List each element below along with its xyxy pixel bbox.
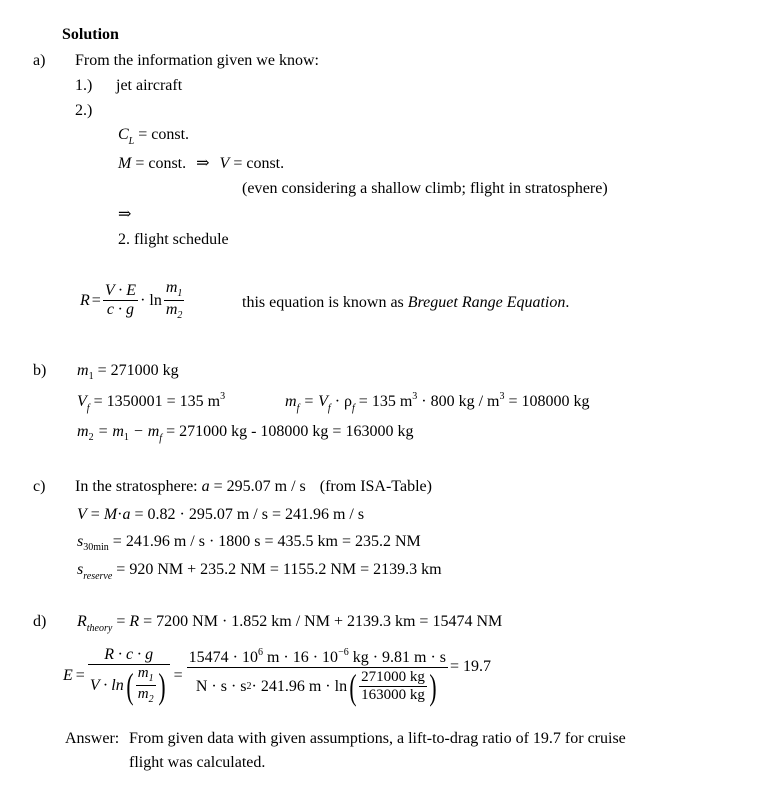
theory-range-line: $R_{theory} = R = 7200$ NM · 1.852 km / NM + 2139.3 km = 15474 NM [77,613,503,634]
lift-drag-formula: E = R · c · g V · ln ( $\frac{m_1}{m_2}$ ) = $15474 \cdot 10^6$ $m \cdot 16 \cdot 10^{-6}$ kg · 9.81 m · s N · s · s 2 · 241.96 m · ln ( $\frac{271000 kg}{163000 kg}$ ) = 19.7 [63,646,492,707]
s30-line: $s_{30min} = 241.96$ m / s · 1800 s = 435.5 km = 235.2 NM [77,533,421,553]
velocity-const: = const. [233,155,285,172]
reserve-subscript: reserve [83,571,113,582]
minus-mf: − m [132,423,160,440]
item-1-text: jet aircraft [116,77,183,94]
answer-line-1: From given data with given assumptions, a lift-to-drag ratio of 19.7 for cruise [129,730,626,747]
flight-schedule: 2. flight schedule [118,231,229,248]
cl-subscript: L [128,136,135,147]
theory-subscript: theory [86,623,113,634]
mach-const: = const. [135,155,187,172]
ve-over-cg-fraction [103,283,138,318]
lift-drag-result: = 19.7 [450,658,492,675]
mf-density: · 800 kg / m [421,393,500,410]
ln-operator: · ln [140,291,162,309]
vf-value: = 1350001 = 135 m [93,393,221,410]
part-b-label: b) [33,362,47,379]
m2-equation: $m_2 = m_1 - m_f = 271000$ kg - 108000 kg = 163000 kg [77,423,414,444]
inner-numerator: 271000 kg [361,669,425,685]
mass-ratio-fraction [164,280,185,321]
breguet-formula [80,280,184,321]
breguet-note [242,295,569,311]
answer-label: Answer: [65,730,120,747]
velocity-symbol: V [219,155,230,172]
s30-result: = 241.96 m / s · 1800 s = 435.5 km = 235.2 NM [112,533,421,550]
cl-const-line [118,127,189,147]
vf-cube: 3 [220,391,226,402]
mf-eq-vf: = V [303,393,328,410]
e-symbol: E [63,667,73,684]
rho-symbol: · ρ [334,393,353,410]
vf-subscript: f [86,403,90,414]
fuel-volume-equation [77,392,225,414]
e-fraction-1: R · c · g V · ln ( $\frac{m_1}{m_2}$ ) [88,647,170,705]
breguet-name: Breguet Range Equation [407,294,566,311]
part-d-label: d) [33,613,47,630]
fuel-mass-equation: $m_f = V_f \cdot \rho_f = 135$ $m^3 \cdot 800$ kg / $m^3 = 108000$ kg [285,391,590,414]
breguet-note-period: . [565,294,570,311]
m2-subscript: 2 [177,310,183,321]
m1-symbol: m [165,279,178,296]
implies-arrow-2: ⇒ [118,206,132,223]
a-symbol: a [201,478,210,495]
part-c-label: c) [33,478,46,495]
m2-symbol: m [165,301,178,318]
cl-const: = const. [138,126,190,143]
e-fraction-1-den-ln: V · ln [89,676,124,694]
velocity-result: = 0.82 · 295.07 m / s = 241.96 m / s [134,506,365,523]
m2-result: = 271000 kg - 108000 kg = 163000 kg [166,423,414,440]
part-a-intro: From the information given we know: [75,52,319,69]
fraction-denominator: c · g [106,301,134,318]
m1-value: = 271000 kg [97,362,179,379]
isa-source: (from ISA-Table) [319,478,432,495]
item-2-number: 2.) [75,102,93,119]
mf-volume: = 135 m [358,393,413,410]
speed-of-sound-line [75,479,432,495]
reserve-line: $s_{reserve} = 920$ NM + 235.2 NM = 1155.2 NM = 2139.3 km [77,561,442,582]
implies-arrow: ⇒ [196,155,210,172]
range-symbol: R [80,291,90,309]
m2-eq-m1: = m [97,423,124,440]
part-a-label: a) [33,52,46,69]
answer-line-2: flight was calculated. [129,754,266,771]
mach-symbol: M [118,155,132,172]
m1-symbol-b: m [77,362,89,379]
velocity-line: V = M·a = 0.82 · 295.07 m / s = 241.96 m / s [77,506,365,523]
equals-sign: = [91,291,101,309]
stratosphere-text: In the stratosphere: [75,478,198,495]
m1-equation: $m_1 = 271000$ kg [77,362,179,382]
e-fraction-2 [187,648,448,705]
theory-range-result: = 7200 NM · 1.852 km / NM + 2139.3 km = 15474 NM [143,613,503,630]
fraction-numerator: V · E [104,282,137,299]
solution-heading: Solution [62,26,119,43]
e-fraction-2-denominator: N · s · s 2 · 241.96 m · ln ( $\frac{271000 kg}{163000 kg}$ ) [195,666,437,707]
mf-result: = 108000 kg [508,393,590,410]
cl-symbol: C [118,126,129,143]
e-fraction-2-numerator: $15474 \cdot 10^6$ $m \cdot 16 \cdot 10^{-6}$ kg · 9.81 m · s [188,646,447,666]
mach-const-line [118,156,284,172]
item-1-number: 1.) [75,77,93,94]
vf-symbol: V [77,393,87,410]
inner-denominator: 163000 kg [361,687,425,703]
e-fraction-1-numerator: R · c · g [104,646,154,663]
reserve-result: = 920 NM + 235.2 NM = 1155.2 NM = 2139.3 km [116,561,442,578]
m1-subscript: 1 [177,288,183,299]
climb-note: (even considering a shallow climb; flight in stratosphere) [242,180,608,197]
breguet-note-prefix: this equation is known as [242,294,408,311]
a-value: = 295.07 m / s [213,478,306,495]
s30-subscript: 30min [83,542,109,553]
